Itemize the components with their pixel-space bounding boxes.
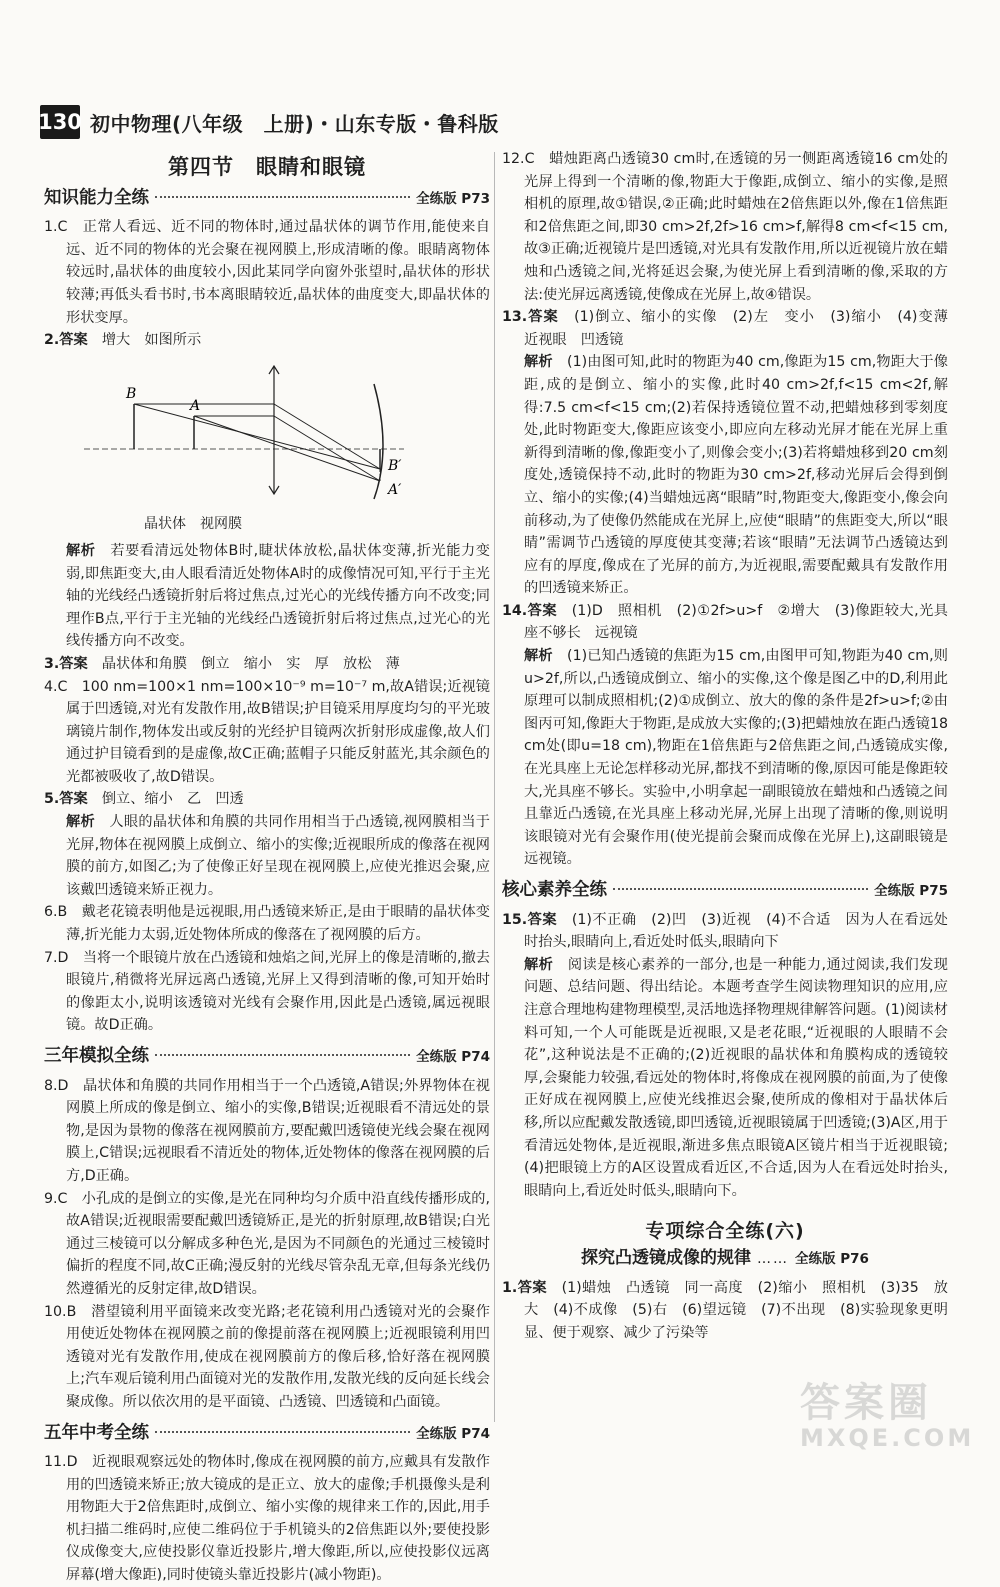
right-column	[502, 148, 963, 1344]
analysis-text: (1)已知凸透镜的焦距为15 cm,由图甲可知,物距为40 cm,则u>2f,所以,凸透镜成倒立、缩小的实像,这个像是图乙中的D,利用此原理可以制成照相机;(2)①成倒立、放大的像的条件是2f>u>f;②由图丙可知,像距大于物距,是成放大实像的;(3)把蜡烛放在距凸透镜18 cm处(即u=18 cm),物距在1倍焦距与2倍焦距之间,凸透镜成实像,在光具座上无论怎样移动光屏,都找不到清晰的像,原因可能是像距较大,光具座不够长。实验中,小明拿起一副眼镜放在蜡烛和凸透镜之间且靠近凸透镜,在光具座上移动光屏,光屏上出现了清晰的像,则说明该眼镜对光有会聚作用(使光提前会聚而成像在光屏上),这副眼镜是远视镜。	[524, 648, 948, 868]
analysis-5	[44, 811, 490, 901]
subheading-ref: 全练版 P73	[416, 190, 490, 207]
subheading-core	[502, 879, 948, 903]
watermark-logo-text: 答案圈	[800, 1380, 932, 1426]
answer-11: 11.D 近视眼观察远处的物体时,像成在视网膜的前方,应戴具有发散作用的凹透镜来矫正;放大镜成的是正立、放大的虚像;手机摄像头是利用物距大于2倍焦距时,成倒立、缩小实像的规律来工作的,因此,用手机扫描二维码时,应使二维码位于手机镜头的2倍焦距以外;要使投影仪成像变大,应使投影仪靠近投影片,增大像距,所以,应使投影仪远离屏幕(增大像距),同时使镜头靠近投影片(减小物距)。	[44, 1454, 490, 1584]
subheading-ref: 全练版 P74	[416, 1049, 490, 1065]
retina-curve	[374, 384, 383, 499]
answer-text: (1)D 照相机 (2)①2f>u>f ②增大 (3)像距较大,光具座不够长 远视镜	[524, 602, 948, 642]
analysis-label: 解析	[524, 648, 553, 665]
ray-b-2	[134, 404, 380, 469]
subheading-three-year	[44, 1045, 490, 1069]
label-a-prime: A′	[388, 481, 402, 498]
dotted-leader	[155, 1430, 410, 1433]
analysis-13	[502, 351, 948, 600]
analysis-2	[44, 540, 490, 653]
answer-8: 8.D 晶状体和角膜的共同作用相当于一个凸透镜,A错误;外界物体在视网膜上所成的像是倒立、缩小的实像,B错误;近视眼看不清远处的景物,是因为景物的像落在视网膜前方,要配戴凹透镜使光线会聚在视网膜上,C错误;远视眼看不清近处的物体,近处物体的像落在视网膜的后方,D正确。	[44, 1077, 490, 1184]
subheading-ref: 全练版 P74	[416, 1425, 490, 1442]
book-title: 初中物理(八年级 上册)・山东专版・鲁科版	[90, 111, 499, 136]
diagram-caption: 晶状体 视网膜	[144, 516, 242, 533]
dotted-leader	[155, 195, 410, 198]
analysis-text: 阅读是核心素养的一部分,也是一种能力,通过阅读,我们发现问题、总结问题、得出结论。本题考查学生阅读物理知识的应用,应注意合理地构建物理模型,灵活地选择物理规律解答问题。(1)阅读材料可知,一个人可能既是近视眼,又是老花眼,“近视眼的人眼睛不会花”,这种说法是不正确的;(2)近视眼的晶状体和角膜构成的透镜较厚,会聚能力较强,看远处的物体时,将像成在视网膜的前面,为了使像正好成在视网膜上,应使光线推迟会聚,使所成的像相对于晶状体后移,所以应配戴发散透镜,即凹透镜,近视眼镜属于凹透镜;(3)A区,用于看清远处物体,是近视眼,渐进多焦点眼镜A区镜片相当于近视眼镜;(4)把眼镜上方的A区设置成看近区,不合适,因为人在看远处时抬头,眼睛向上,看近处时低头,眼睛向下。	[524, 956, 948, 1199]
column-divider	[494, 152, 495, 1422]
section-title: 第四节 眼睛和眼镜	[168, 155, 366, 179]
answer-special-1	[502, 1277, 948, 1345]
answer-3	[44, 653, 490, 676]
answer-7: 7.D 当将一个眼镜片放在凸透镜和烛焰之间,光屏上的像是清晰的,撤去眼镜片,稍微将光屏远离凸透镜,光屏上又得到清晰的像,可知开始时的像距太小,说明该透镜对光线有会聚作用,因此是凸透镜,属远视眼镜。故D正确。	[44, 949, 490, 1034]
answer-label: 2.答案	[44, 332, 88, 349]
special-ref: 全练版 P76	[795, 1250, 869, 1267]
answer-label: 15.答案	[502, 911, 558, 928]
answer-text: 倒立、缩小 乙 凹透	[101, 791, 244, 808]
page-header	[40, 104, 499, 140]
answer-2	[44, 329, 490, 352]
answer-10: 10.B 潜望镜利用平面镜来改变光路;老花镜利用凸透镜对光的会聚作用使近处物体在视网膜之前的像提前落在视网膜上;近视眼镜利用凹透镜对光有发散作用,使成在视网膜前方的像后移,恰好落在视网膜上;汽车观后镜利用凸面镜对光的发散作用,发散光线的反向延长线会聚成像。所以依次用的是平面镜、凸透镜、凹透镜和凸面镜。	[44, 1303, 490, 1410]
subheading-name: 知识能力全练	[44, 187, 149, 208]
answer-12: 12.C 蜡烛距离凸透镜30 cm时,在透镜的另一侧距离透镜16 cm处的光屏上得到一个清晰的像,物距大于像距,成倒立、缩小的实像,是照相机的原理,故①错误,②正确;此时蜡烛在2倍焦距以外,像在1倍焦距和2倍焦距之间,即30 cm>2f,2f>16 cm>f,解得8 cm<f<15 cm,故③正确;近视镜片是凹透镜,对光具有发散作用,所以近视镜片放在蜡烛和凸透镜之间,光将延迟会聚,为使光屏上看到清晰的像,采取的方法:使光屏远离透镜,使像成在光屏上,故④错误。	[502, 151, 948, 303]
analysis-label: 解析	[524, 956, 554, 973]
analysis-label: 解析	[524, 354, 553, 371]
answer-text: 晶状体和角膜 倒立 缩小 实 厚 放松 薄	[101, 655, 400, 672]
subheading-name: 五年中考全练	[44, 1422, 149, 1443]
answer-label: 13.答案	[502, 309, 559, 326]
analysis-14	[502, 645, 948, 871]
answer-1: 1.C 正常人看远、近不同的物体时,通过晶状体的调节作用,能使来自远、近不同的物体的光会聚在视网膜上,形成清晰的像。眼睛离物体较远时,晶状体的曲度较小,因此某同学向窗外张望时,晶状体的形状较薄;再低头看书时,书本离眼睛较近,晶状体的曲度变大,即晶状体的形状变厚。	[44, 219, 490, 326]
analysis-label: 解析	[66, 814, 95, 831]
dotted-leader	[155, 1053, 410, 1056]
analysis-15	[502, 954, 948, 1203]
left-column	[44, 152, 490, 1584]
answer-label: 14.答案	[502, 602, 558, 619]
answer-text: (1)蜡烛 凸透镜 同一高度 (2)缩小 照相机 (3)35 放大 (4)不成像 (5)右 (6)望远镜 (7)不出现 (8)实验现象更明显、便于观察、减少了污染等	[524, 1279, 948, 1341]
watermark	[800, 1371, 980, 1451]
watermark-url: MXQE.COM	[800, 1424, 975, 1452]
special-subheading	[502, 1247, 948, 1271]
answer-text: 增大 如图所示	[101, 332, 202, 349]
analysis-text: 人眼的晶状体和角膜的共同作用相当于凸透镜,视网膜相当于光屏,物体在视网膜上成倒立、缩小的实像;近视眼所成的像落在视网膜的前方,如图乙;为了使像正好呈现在视网膜上,应使光推迟会聚,应该戴凹透镜来矫正视力。	[66, 814, 490, 898]
answer-15	[502, 909, 948, 954]
answer-label: 3.答案	[44, 655, 88, 672]
answer-label: 1.答案	[502, 1279, 547, 1296]
ray-b-1r	[274, 404, 380, 469]
answer-13	[502, 306, 963, 351]
label-b-prime: B′	[388, 457, 402, 474]
analysis-text: (1)由图可知,此时的物距为40 cm,像距为15 cm,物距大于像距,成的是倒立、缩小的实像,此时40 cm>2f,f<15 cm<2f,解得:7.5 cm<f<15 cm;(2)若保持透镜位置不动,把蜡烛移到零刻度处,此时物距变大,像距应该变小,即应向左移动光屏才能在光屏上重新得到清晰的像,像距变小了,则像会变小;(3)若将蜡烛移到20 cm刻度处,透镜保持不动,此时的物距为30 cm>2f,移动光屏后会得到倒立、缩小的实像;(4)当蜡烛远离“眼睛”时,物距变大,像距变小,像会向前移动,为了使像仍然能成在光屏上,应使“眼睛”的焦距变大,所以“眼睛”需调节凸透镜的厚度使其变薄;若该“眼睛”无法调节凸透镜达到应有的厚度,像成在了光屏的前方,为近视眼,需要配戴具有发散作用的凹透镜来矫正。	[524, 354, 948, 597]
special-title: 专项综合全练(六)	[645, 1220, 805, 1243]
answer-5	[44, 788, 490, 811]
answer-text: (1)不正确 (2)凹 (3)近视 (4)不合适 因为人在看远处时抬头,眼睛向上,看近处时低头,眼睛向下	[524, 911, 948, 951]
special-sub-name: 探究凸透镜成像的规律	[581, 1247, 752, 1268]
answer-label: 5.答案	[44, 791, 88, 808]
answer-text: (1)倒立、缩小的实像 (2)左 变小 (3)缩小 (4)变薄 近视眼 凹透镜	[524, 309, 963, 348]
dotted-leader	[613, 887, 868, 890]
label-b: B	[126, 385, 137, 402]
analysis-text: 若要看清远处物体B时,睫状体放松,晶状体变薄,折光能力变弱,即焦距变大,由人眼看清近处物体A时的成像情况可知,平行于主光轴的光线经凸透镜折射后将过焦点,过光心的光线传播方向不改变;同理作B点,平行于主光轴的光线经凸透镜折射后将过焦点,过光心的光线传播方向不改变。	[66, 542, 490, 650]
analysis-label: 解析	[66, 542, 96, 559]
subheading-name: 核心素养全练	[502, 880, 607, 900]
label-a: A	[190, 397, 201, 414]
page-number: 130	[40, 105, 80, 139]
answer-4: 4.C 100 nm=100×1 nm=100×10⁻⁹ m=10⁻⁷ m,故A错误;近视镜属于凹透镜,对光有发散作用,故B错误;护目镜采用厚度均匀的平光玻璃镜片制作,物体发出或反射的光经护目镜两次折射形成虚像,故人们通过护目镜看到的是虚像,故C正确;蓝帽子只能反射蓝光,其余颜色的光都被吸收了,故D错误。	[44, 678, 490, 785]
subheading-knowledge	[44, 187, 490, 211]
subheading-name: 三年模拟全练	[44, 1046, 149, 1066]
answer-9: 9.C 小孔成的是倒立的实像,是光在同种均匀介质中沿直线传播形成的,故A错误;近视眼需要配戴凹透镜矫正,是光的折射原理,故B错误;白光通过三棱镜可以分解成多种色光,是因为不同颜色的光通过三棱镜时偏折的程度不同,故C正确;漫反射的光线尽管杂乱无章,但每条光线仍然遵循光的反射定律,故D错误。	[44, 1190, 490, 1297]
eye-lens-diagram	[74, 354, 434, 504]
subheading-ref: 全练版 P75	[874, 883, 948, 899]
special-dots: ……	[757, 1250, 790, 1267]
answer-6: 6.B 戴老花镜表明他是远视眼,用凸透镜来矫正,是由于眼睛的晶状体变薄,折光能力太弱,近处物体所成的像落在了视网膜的后方。	[44, 904, 490, 944]
answer-14	[502, 600, 948, 645]
subheading-five-year	[44, 1422, 490, 1446]
